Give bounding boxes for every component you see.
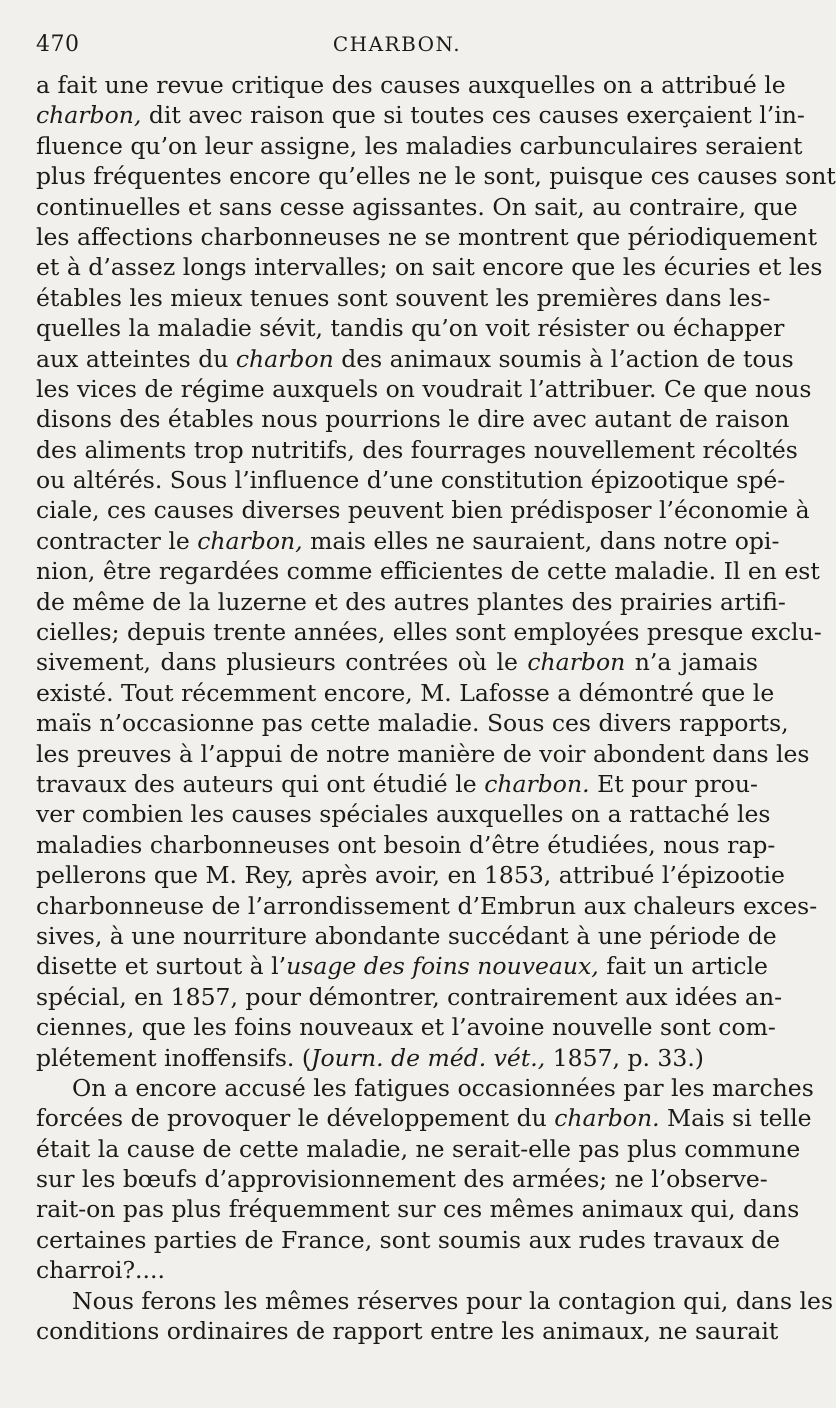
text-line [36,1316,779,1346]
paragraph [36,1073,814,1286]
text-run: quelles la maladie sévit, tandis qu’on voit résister ou échapper [36,314,785,343]
text-line [36,556,820,586]
text-line [36,860,785,890]
text-line [36,769,758,799]
text-line [36,1012,776,1042]
italic-text: charbon, [36,101,142,130]
text-line [36,283,771,313]
text-run: On a encore accusé les fatigues occasionnées par les marches [72,1073,814,1102]
text-run: contracter le [36,526,198,555]
text-line [36,617,822,647]
text-line [36,131,803,161]
text-run: n’a jamais [625,648,758,677]
text-run: sivement, dans plusieurs contrées où le [36,648,528,677]
text-run: sur les bœufs d’approvisionnement des armées; ne l’observe- [36,1165,768,1194]
page-number: 470 [36,32,80,57]
italic-text: usage des foins nouveaux, [286,952,599,981]
text-run: était la cause de cette maladie, ne serait-elle pas plus commune [36,1134,801,1163]
text-line [36,1286,834,1316]
italic-text: charbon. [554,1104,660,1133]
text-line [36,830,776,860]
text-run: charbonneuse de l’arrondissement d’Embrun aux chaleurs exces- [36,891,818,920]
text-line [36,891,818,921]
italic-text: charbon, [197,526,303,555]
text-line [36,100,805,130]
text-run: mais elles ne sauraient, dans notre opi- [302,526,780,555]
text-run: certaines parties de France, sont soumis aux rudes travaux de [36,1225,781,1254]
text-line [36,404,790,434]
text-line [36,374,812,404]
text-run: étables les mieux tenues sont souvent les premières dans les- [36,283,771,312]
text-run: les vices de régime auxquels on voudrait l’attribuer. Ce que nous [36,374,812,403]
text-run: forcées de provoquer le développement du [36,1104,555,1133]
text-line [36,647,758,677]
text-run: ver combien les causes spéciales auxquelles on a rattaché les [36,800,771,829]
text-line [36,1255,758,1285]
text-line [36,1134,801,1164]
text-run: plétement inoffensifs. ( [36,1043,312,1072]
text-run: a fait une revue critique des causes auxquelles on a attribué le [36,71,786,99]
text-run: pellerons que M. Rey, après avoir, en 1853, attribué l’épizootie [36,861,785,890]
text-run: spécial, en 1857, pour démontrer, contrairement aux idées an- [36,982,783,1011]
text-line [36,161,836,191]
italic-text: charbon. [484,769,590,798]
text-run: les affections charbonneuses ne se montrent que périodiquement [36,222,818,251]
running-head: CHARBON. [332,32,462,56]
text-run: les preuves à l’appui de notre manière de voir abondent dans les [36,739,810,768]
text-line [36,1194,800,1224]
text-line [36,951,768,981]
text-run: rait-on pas plus fréquemment sur ces mêmes animaux qui, dans [36,1195,800,1224]
text-run: Et pour prou- [589,769,758,798]
text-run: maladies charbonneuses ont besoin d’être étudiées, nous rap- [36,830,776,859]
text-run: fluence qu’on leur assigne, les maladies carbunculaires seraient [36,131,803,160]
text-line [36,587,786,617]
text-run: Mais si telle [659,1104,812,1133]
text-run: 1857, p. 33.) [545,1043,704,1072]
text-run: conditions ordinaires de rapport entre les animaux, ne saurait [36,1317,779,1346]
page-header [36,18,758,70]
text-line [36,435,798,465]
text-line [36,1103,812,1133]
text-line [36,739,810,769]
text-run: de même de la luzerne et des autres plantes des prairies artifi- [36,587,786,616]
text-run: sives, à une nourriture abondante succédant à une période de [36,921,777,950]
text-line [36,465,786,495]
text-run: ou altérés. Sous l’influence d’une constitution épizootique spé- [36,466,786,495]
italic-text: Journ. de méd. vét., [311,1043,546,1072]
text-line [36,982,783,1012]
text-run: existé. Tout récemment encore, M. Lafosse a démontré que le [36,678,775,707]
text-run: et à d’assez longs intervalles; on sait encore que les écuries et les [36,253,823,282]
text-line [36,1225,781,1255]
text-run: disons des étables nous pourrions le dire avec autant de raison [36,405,790,434]
text-line [36,708,789,738]
text-line [36,70,786,100]
italic-text: charbon [235,344,334,373]
text-line [36,799,771,829]
text-run: nion, être regardées comme efficientes de cette maladie. Il en est [36,557,820,586]
text-run: fait un article [598,952,768,981]
text-run: maïs n’occasionne pas cette maladie. Sous ces divers rapports, [36,709,789,738]
text-run: des aliments trop nutritifs, des fourrages nouvellement récoltés [36,435,798,464]
text-run: continuelles et sans cesse agissantes. On sait, au contraire, que [36,192,798,221]
text-line [36,678,775,708]
text-run: ciale, ces causes diverses peuvent bien prédisposer l’économie à [36,496,810,525]
paragraph [36,70,836,1073]
italic-text: charbon [527,648,626,677]
text-line [36,1073,814,1103]
text-run: cielles; depuis trente années, elles sont employées presque exclu- [36,618,822,647]
text-line [36,192,798,222]
text-line [36,344,794,374]
text-line [36,1043,758,1073]
text-line [36,313,785,343]
text-run: charroi?.... [36,1256,165,1285]
text-run: des animaux soumis à l’action de tous [333,344,794,373]
text-run: plus fréquentes encore qu’elles ne le sont, puisque ces causes sont [36,162,836,191]
body-text [36,70,836,1346]
text-run: Nous ferons les mêmes réserves pour la contagion qui, dans les [72,1286,834,1315]
text-run: ciennes, que les foins nouveaux et l’avoine nouvelle sont com- [36,1013,776,1042]
text-line [36,222,818,252]
text-line [36,252,823,282]
text-line [36,921,777,951]
text-run: aux atteintes du [36,344,236,373]
text-run: travaux des auteurs qui ont étudié le [36,769,485,798]
text-line [36,1164,768,1194]
text-run: dit avec raison que si toutes ces causes exerçaient l’in- [141,101,805,130]
text-line [36,526,780,556]
text-run: disette et surtout à l’ [36,952,287,981]
text-line [36,495,810,525]
paragraph [36,1286,834,1347]
